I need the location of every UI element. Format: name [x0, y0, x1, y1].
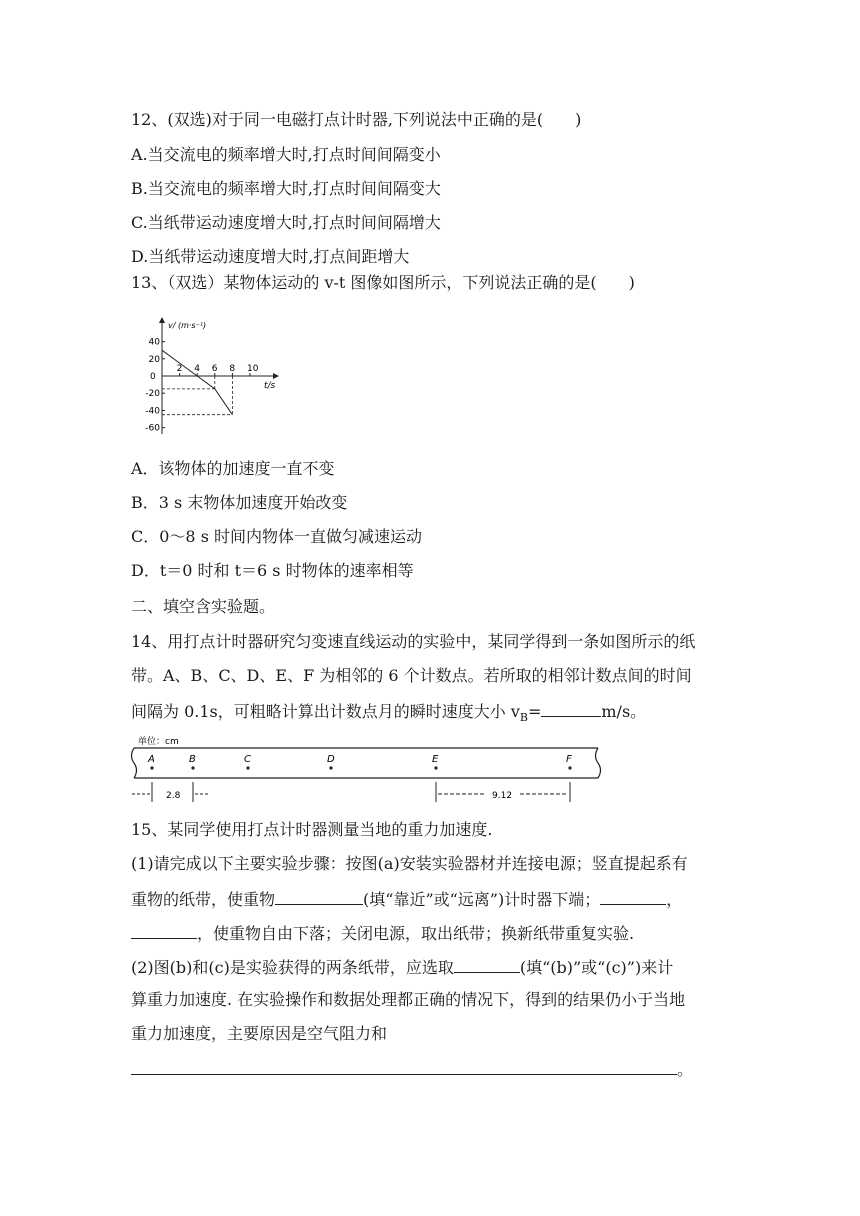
vt-xtick-label: 6 [211, 364, 218, 374]
q15-line-8-end: 。 [677, 1060, 694, 1079]
tape-point-c [246, 766, 249, 769]
tape-point-d [329, 766, 332, 769]
vt-series-line [162, 350, 232, 415]
vt-xlabel: t/s [264, 381, 276, 391]
q13-option-b: B．3 s 末物体加速度开始改变 [131, 493, 348, 512]
vt-ytick-label: -60 [145, 423, 160, 434]
vt-xtick-label: 10 [247, 364, 259, 374]
tape-point-label: D [327, 754, 335, 765]
q15-line-5 [131, 956, 673, 978]
q13-option-d: D．t＝0 时和 t＝6 s 时物体的速率相等 [131, 561, 414, 580]
q15-line-3-mid: (填“靠近”或“远离”)计时器下端； [363, 890, 601, 909]
tape-point-label: F [566, 754, 572, 765]
q14-equals: = [527, 702, 542, 721]
q15-line-3-text: 重物的纸带，使重物 [131, 890, 276, 909]
q12-option-d: D.当纸带运动速度增大时,打点间距增大 [131, 247, 410, 266]
section-title: 二、填空含实验题。 [131, 597, 276, 616]
tape-point-label: C [244, 754, 251, 765]
tape-point-a [150, 766, 153, 769]
tape-point-e [434, 766, 437, 769]
tape-point-f [568, 766, 571, 769]
q12-option-a: A.当交流电的频率增大时,打点时间间隔变小 [131, 145, 441, 164]
q15-line-3-end: ， [666, 890, 683, 909]
tape-point-b [191, 766, 194, 769]
tape-unit-label: 单位：cm [138, 737, 179, 747]
tape-dim-ab: 2.8 [166, 791, 181, 801]
q15-line-6: 算重力加速度. 在实验操作和数据处理都正确的情况下，得到的结果仍小于当地 [131, 990, 686, 1009]
vt-ytick-label: 20 [148, 354, 160, 365]
tape-dim-ef: 9.12 [492, 791, 513, 801]
q15-blank-2[interactable] [600, 888, 666, 905]
vt-xtick-label: 2 [176, 364, 183, 374]
paper-tape-figure [128, 734, 610, 806]
vt-origin: 0 [150, 372, 156, 382]
tape-point-label: B [189, 754, 196, 765]
q12-option-c: C.当纸带运动速度增大时,打点时间间隔增大 [131, 213, 441, 232]
q12-option-b: B.当交流电的频率增大时,打点时间间隔变大 [131, 179, 441, 198]
q15-line-7: 重力加速度，主要原因是空气阻力和 [131, 1024, 388, 1043]
q15-line-5-text: (2)图(b)和(c)是实验获得的两条纸带，应选取 [131, 958, 454, 977]
tape-left-tear [132, 748, 137, 778]
q14-vb-subscript: B [519, 711, 528, 725]
q13-option-c: C．0～8 s 时间内物体一直做匀减速运动 [131, 527, 422, 546]
vt-ylabel: v/ (m·s⁻¹) [168, 321, 207, 330]
tape-points [147, 754, 572, 770]
q14-line-3-text: 间隔为 0.1s，可粗略计算出计数点月的瞬时速度大小 v [131, 702, 520, 721]
q12-stem: 12、(双选)对于同一电磁打点计时器,下列说法中正确的是( ) [131, 110, 582, 129]
q15-line-5-end: (填“(b)”或“(c)”)来计 [519, 958, 674, 977]
q15-line-3 [131, 888, 682, 910]
vt-ytick-label: -20 [145, 389, 160, 400]
q13-option-a: A．该物体的加速度一直不变 [131, 459, 335, 478]
q15-line-4 [131, 922, 634, 944]
tape-point-label: E [432, 754, 439, 765]
vt-guide-lines [162, 376, 232, 415]
vt-xtick-label: 4 [194, 364, 200, 374]
q15-blank-3[interactable] [131, 922, 197, 939]
q14-line-1: 14、用打点计时器研究匀变速直线运动的实验中，某同学得到一条如图所示的纸 [131, 632, 696, 651]
vt-graph [140, 312, 290, 438]
q15-line-2: (1)请完成以下主要实验步骤：按图(a)安装实验器材并连接电源；竖直提起系有 [131, 854, 688, 873]
q14-answer-blank[interactable] [541, 700, 601, 717]
q15-line-4-text: ，使重物自由下落；关闭电源，取出纸带；换新纸带重复实验. [197, 924, 635, 943]
q14-line-2: 带。A、B、C、D、E、F 为相邻的 6 个计数点。若所取的相邻计数点间的时间 [131, 666, 692, 685]
q15-line-8 [131, 1058, 693, 1080]
q14-unit: m/s。 [601, 702, 647, 721]
tape-right-tear [596, 748, 601, 778]
vt-ytick-label: -40 [145, 406, 160, 417]
q13-stem: 13、（双选）某物体运动的 v-t 图像如图所示，下列说法正确的是( ) [131, 273, 635, 292]
q15-blank-1[interactable] [275, 888, 363, 905]
q15-blank-5[interactable] [131, 1058, 677, 1075]
vt-ytick-label: 40 [148, 337, 160, 348]
vt-xtick-label: 8 [229, 364, 236, 374]
tape-point-label: A [148, 754, 155, 765]
q15-blank-4[interactable] [454, 956, 520, 973]
q15-line-1: 15、某同学使用打点计时器测量当地的重力加速度. [131, 820, 493, 839]
q14-line-3 [131, 700, 646, 728]
